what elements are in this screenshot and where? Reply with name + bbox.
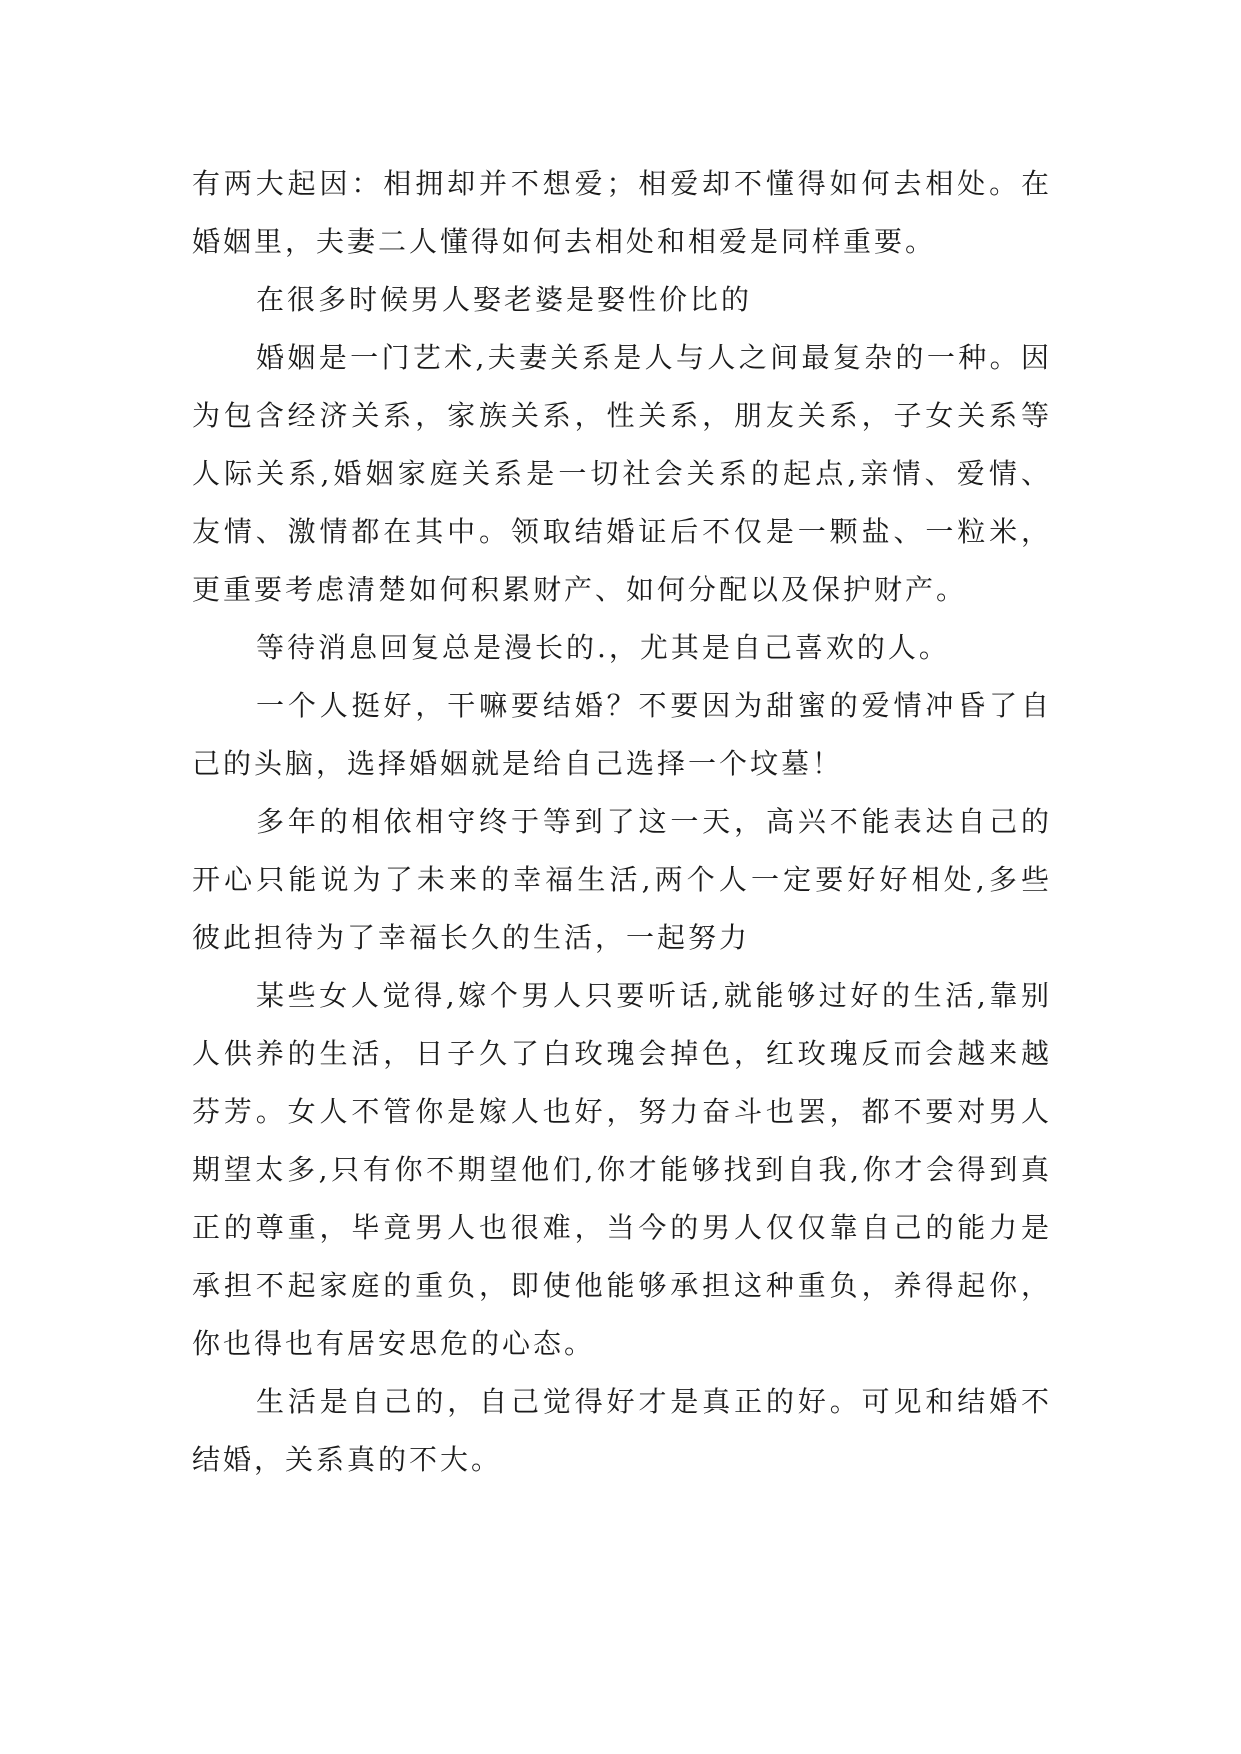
- paragraph-6: 多年的相依相守终于等到了这一天，高兴不能表达自己的开心只能说为了未来的幸福生活,两个人一定要好好相处,多些彼此担待为了幸福长久的生活，一起努力: [192, 805, 1052, 954]
- paragraph-4: 等待消息回复总是漫长的.，尤其是自己喜欢的人。: [256, 631, 950, 664]
- paragraph-2: 在很多时候男人娶老婆是娶性价比的: [256, 283, 753, 316]
- paragraph-7: 某些女人觉得,嫁个男人只要听话,就能够过好的生活,靠别人供养的生活，日子久了白玫瑰会掉色，红玫瑰反而会越来越芬芳。女人不管你是嫁人也好，努力奋斗也罢，都不要对男人期望太多,只有你不期望他们,你才能够找到自我,你才会得到真正的尊重，毕竟男人也很难，当今的男人仅仅靠自己的能力是承担不起家庭的重负，即使他能够承担这种重负，养得起你，你也得也有居安思危的心态。: [192, 979, 1052, 1360]
- paragraph-1: 有两大起因：相拥却并不想爱；相爱却不懂得如何去相处。在婚姻里，夫妻二人懂得如何去相处和相爱是同样重要。: [192, 167, 1052, 258]
- paragraph-5: 一个人挺好，干嘛要结婚？不要因为甜蜜的爱情冲昏了自己的头脑，选择婚姻就是给自己选择一个坟墓！: [192, 689, 1052, 780]
- paragraph-3: 婚姻是一门艺术,夫妻关系是人与人之间最复杂的一种。因为包含经济关系，家族关系，性关系，朋友关系，子女关系等人际关系,婚姻家庭关系是一切社会关系的起点,亲情、爱情、友情、激情都在其中。领取结婚证后不仅是一颗盐、一粒米，更重要考虑清楚如何积累财产、如何分配以及保护财产。: [192, 341, 1052, 606]
- paragraph-8: 生活是自己的，自己觉得好才是真正的好。可见和结婚不结婚，关系真的不大。: [192, 1385, 1052, 1476]
- document-body: [192, 155, 1052, 1489]
